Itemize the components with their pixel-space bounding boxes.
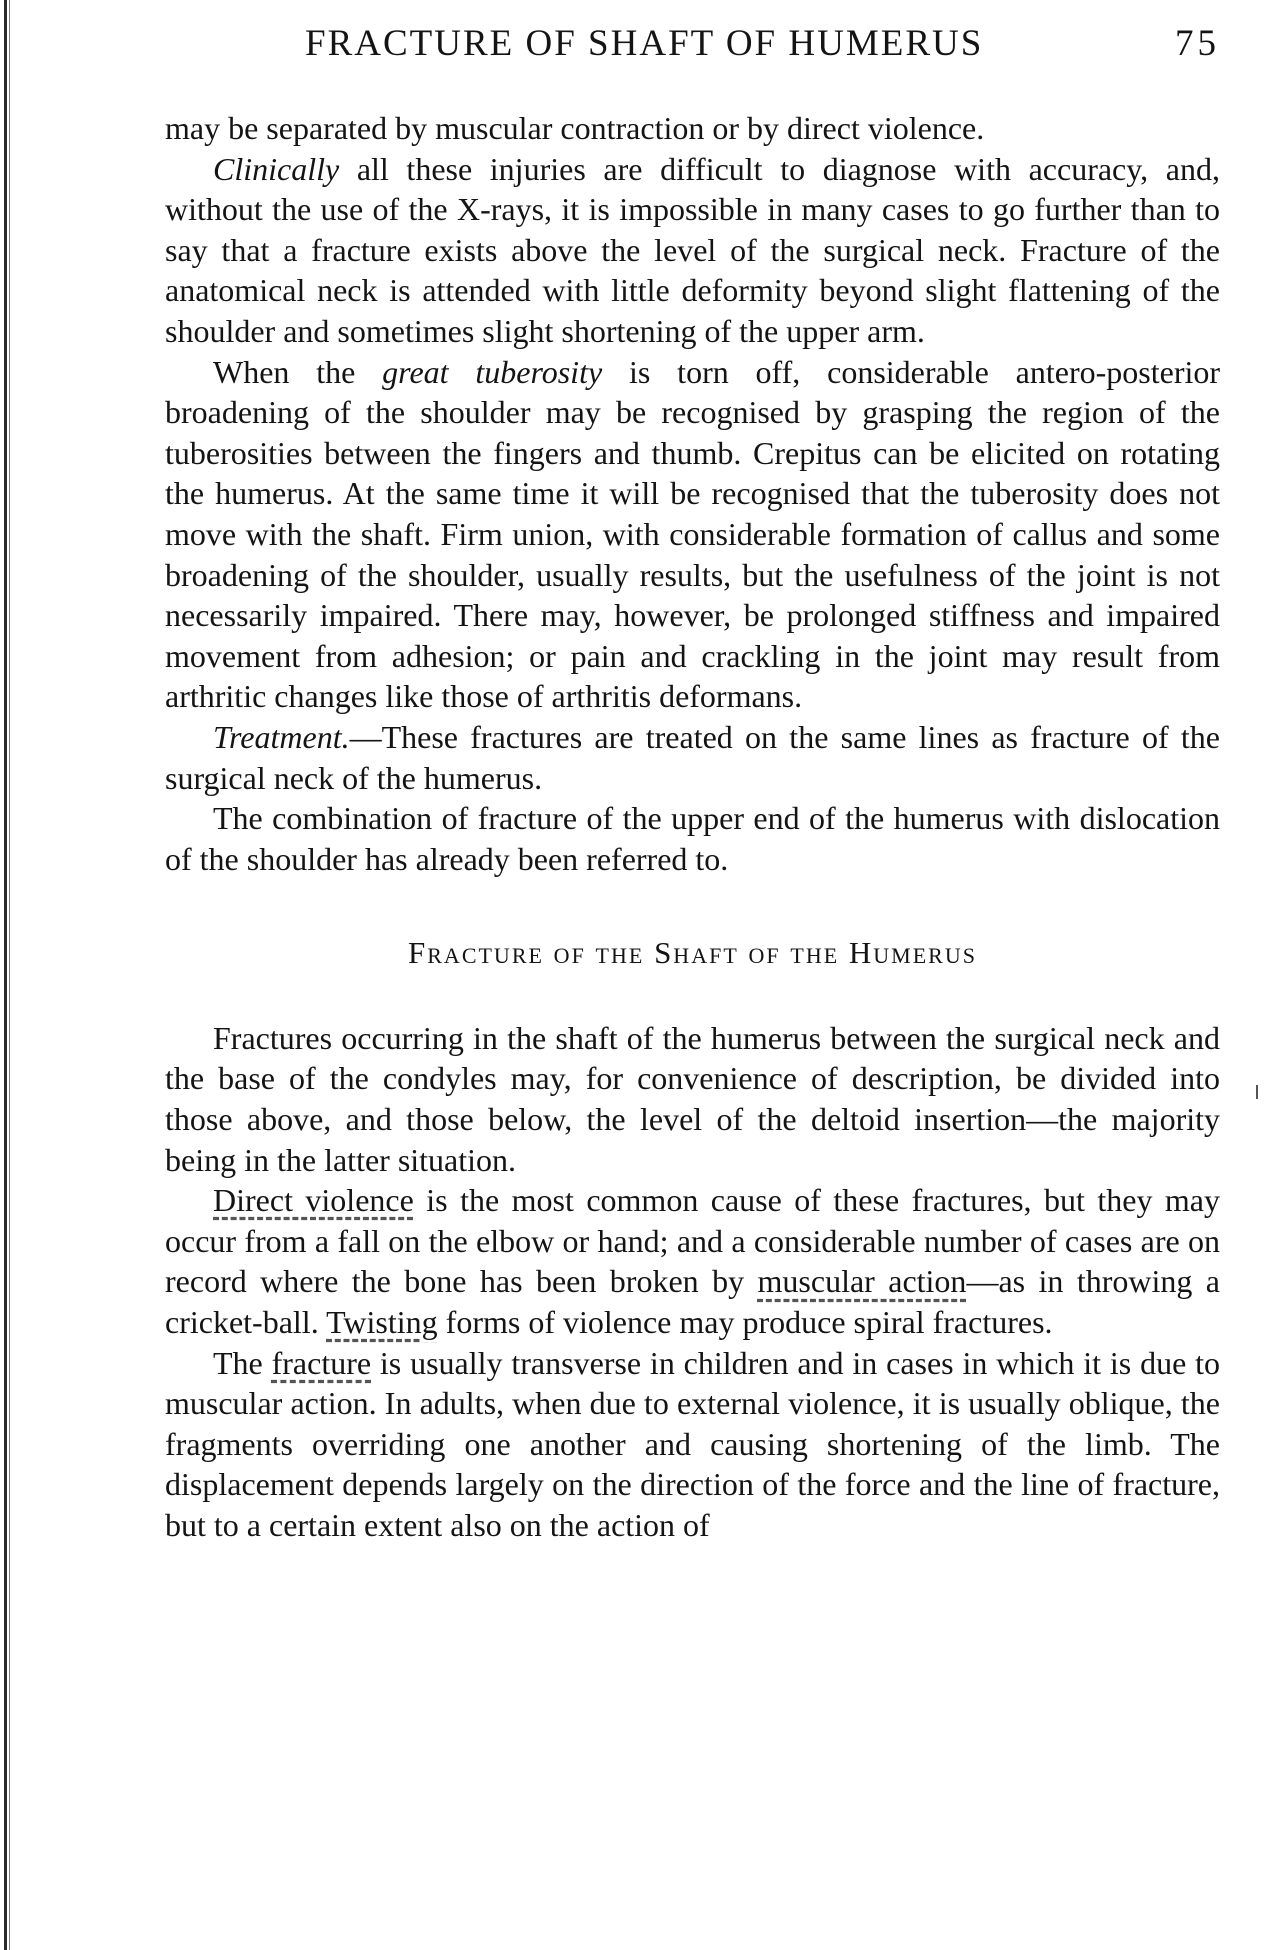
body-text (165, 108, 1220, 1546)
paragraph-direct-violence (165, 1180, 1220, 1342)
paragraph-text: —as in throwing a cricket-ball. (165, 1263, 1221, 1341)
paragraph-text: forms of violence may produce spiral fractures. (437, 1304, 1053, 1341)
paragraph-fracture-transverse (165, 1343, 1220, 1546)
paragraph-combination: The combination of fracture of the upper end of the humerus with dislocation of the shoulder has already been referred to. (165, 800, 1220, 877)
paragraph-text: —These fractures are treated on the same lines as fracture of the surgical neck of the humerus. (165, 718, 1220, 796)
paragraph-fractures-occurring: Fractures occurring in the shaft of the humerus between the surgical neck and the base of the condyles may, for convenience of description, be divided into those above, and those below, the level of the deltoid insertion—the majority being in the latter situation. (165, 1019, 1220, 1178)
page-edge-line (9, 0, 10, 1950)
paragraph-text: is usually transverse in children and in cases in which it is due to muscular action. In adults, when due to external violence, it is usually oblique, the fragments overriding one another and causing shortening of the limb. The displacement depends largely on the direction of the force and the line of fracture, but to a certain extent also on the action of (165, 1344, 1221, 1543)
section-heading: Fracture of the Shaft of the Humerus (408, 935, 977, 971)
margin-mark (1256, 1085, 1258, 1099)
paragraph-text: When the (213, 353, 383, 390)
paragraph-text: all these injuries are difficult to diagnose with accuracy, and, without the use of the X-rays, it is impossible in many cases to go further than to say that a fracture exists above the level of the surgical neck. Fracture of the anatomical neck is attended with little deformity beyond slight flattening of the shoulder and sometimes slight shortening of the upper arm. (165, 150, 1220, 349)
paragraph-treatment (165, 717, 1220, 798)
running-head (165, 18, 1220, 64)
italic-term-clinically: Clinically (213, 150, 340, 187)
paragraph-continuation: may be separated by muscular contraction or by direct violence. (165, 110, 985, 146)
page-number: 75 (1175, 23, 1220, 64)
italic-term-great-tuberosity: great tuberosity (382, 353, 603, 390)
italic-term-treatment: Treatment. (213, 718, 350, 755)
paragraph-text: is torn off, considerable antero-posterior broadening of the shoulder may be recognised by grasping the region of the tuberosities between the fingers and thumb. Crepitus can be elicited on rotating the humerus. At the same time it will be recognised that the tuberosity does not move with the shaft. Firm union, with considerable formation of callus and some broadening of the shoulder, usually results, but the usefulness of the joint is not necessarily impaired. There may, however, be prolonged stiffness and impaired movement from adhesion; or pain and crackling in the joint may result from arthritic changes like those of arthritis deformans. (165, 353, 1221, 715)
paragraph-text: The (213, 1344, 272, 1381)
underlined-word-fracture: fracture (271, 1344, 372, 1381)
underlined-phrase-twisting: Twisting (326, 1304, 438, 1341)
paragraph-clinically (165, 149, 1220, 352)
paragraph-text: is the most common cause of these fractures, but they may occur from a fall on the elbow or hand; and a considerable number of cases are on record where the bone has been broken by (165, 1182, 1221, 1300)
paragraph-great-tuberosity (165, 352, 1220, 717)
page-edge-shadow (4, 0, 7, 1950)
underlined-phrase-direct-violence: Direct violence (213, 1182, 414, 1219)
underlined-phrase-muscular-action: muscular action (757, 1263, 967, 1300)
running-head-title: FRACTURE OF SHAFT OF HUMERUS (305, 23, 984, 64)
